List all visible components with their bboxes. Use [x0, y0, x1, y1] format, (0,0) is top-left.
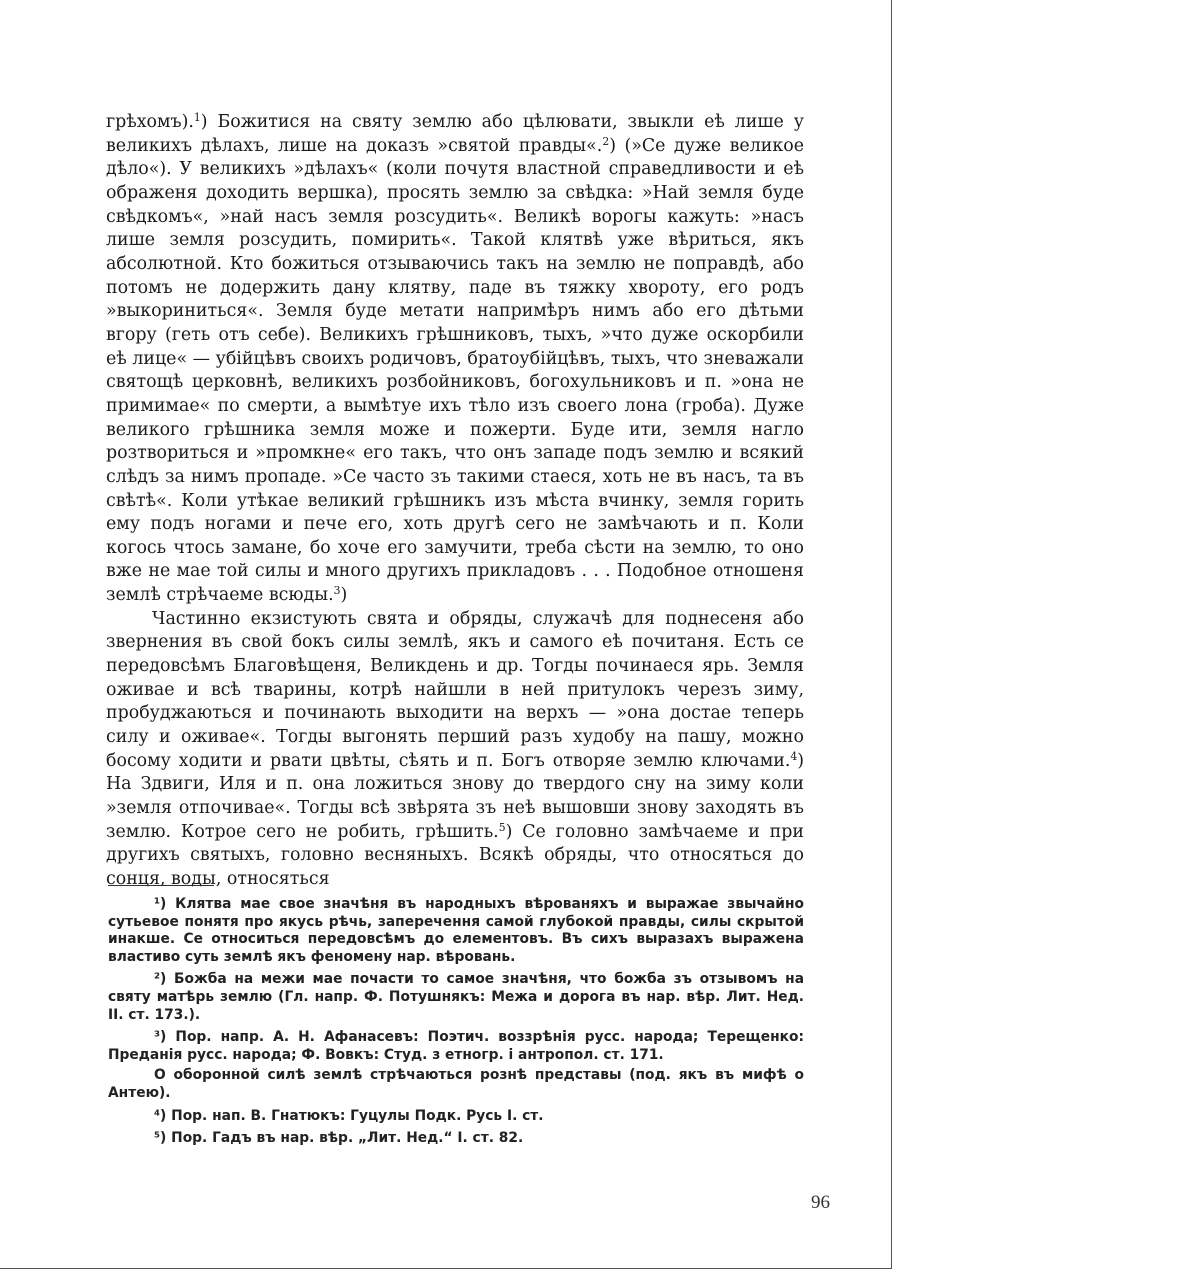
- page-number: 96: [811, 1192, 830, 1213]
- footnote-item: ³) Пор. напр. А. Н. Афанасевъ: Поэтич. воззрѣнія русс. народа; Терещенко: Преданія русс. народа; Ф. Вовкъ: Студ. з етногр. і антропол. ст. 171.: [108, 1029, 804, 1063]
- footnote-reference: 5: [498, 820, 506, 834]
- footnotes: [108, 896, 804, 1153]
- body-text-run: ): [340, 585, 348, 606]
- footnote-item: ¹) Клятва мае свое значѣня въ народныхъ вѣрованяхъ и выражае звычайно сутьевое понятя про якусь рѣчь, заперечення самой глубокой правды, силы скрытой инакше. Се относиться передовсѣмъ до елементовъ. Въ сихъ выразахъ выражена властиво суть землѣ якъ феномену нар. вѣровань.: [108, 896, 804, 965]
- body-text-run: ) (»Се дуже великое дѣло«). У великихъ »дѣлахъ« (коли почутя властной справедливости и еѣ ображеня доходить вершка), просять землю за свѣдка: »Най земля буде свѣдкомъ«, »най насъ земля розсудить«. Великѣ ворогы кажуть: »насъ лише земля розсудить, помирить«. Такой клятвѣ уже вѣриться, якъ абсолютной. Кто божиться отзываючись такъ на землю не поправдѣ, або потомъ не додержить дану клятву, паде въ тяжку хвороту, его родъ »выкориниться«. Земля буде метати напримѣръ нимъ або его дѣтьми вгору (геть отъ себе). Великихъ грѣшниковъ, тыхъ, »что дуже оскорбили еѣ лице« — убійцѣвъ своихъ родичовъ, братоубійцѣвъ, тыхъ, что зневажали святощѣ церковнѣ, великихъ розбойниковъ, богохульниковъ и п. »она не примимае« по смерти, а вымѣтуе ихъ тѣло изъ своего лона (гроба). Дуже великого грѣшника земля може и пожерти. Буде ити, земля нагло розтвориться и »промкне« его такъ, что онъ западе подъ землю и всякий слѣдъ за нимъ пропаде. »Се часто зъ такими стаеся, хоть не въ насъ, та въ свѣтѣ«. Коли утѣкае великий грѣшникъ изъ мѣста вчинку, земля горить ему подъ ногами и пече его, хоть другѣ сего не замѣчають и п. Коли когось чтось замане, бо хоче его замучити, треба сѣсти на землю, то оно вже не мае той силы и много другихъ прикладовъ . . . Подобное отношеня землѣ стрѣчаеме всюды.: [106, 135, 804, 606]
- body-text-run: ) Божитися на святу землю або цѣлювати, звыкли еѣ лише у великихъ дѣлахъ, лише на доказъ »святой правды«.: [106, 112, 804, 156]
- body-text-run: ) На Здвиги, Иля и п. она ложиться знову до твердого сну на зиму коли »земля отпочивае«. Тогды всѣ звѣрята зъ неѣ вышовши знову заходять въ землю. Котрое сего не робить, грѣшить.: [106, 750, 804, 842]
- body-text-run: Частинно екзистують свята и обряды, служачѣ для поднесеня або звернения въ свой бокъ силы землѣ, якъ и самого еѣ почитаня. Есть се передовсѣмъ Благовѣщеня, Великдень и др. Тогды починаеся ярь. Земля оживае и всѣ тварины, котрѣ найшли в ней притулокъ черезъ зиму, пробуджаються и починають выходити на верхъ — »она достае теперь силу и оживае«. Тогды выгонять перший разъ худобу на пашу, можно босому ходити и рвати цвѣты, сѣять и п. Богъ отворяе землю ключами.: [106, 608, 804, 771]
- footnote-reference: 1: [193, 111, 201, 125]
- body-paragraph: [106, 111, 804, 608]
- footnote-reference: 2: [602, 134, 610, 148]
- body-text-run: ) Се головно замѣчаеме и при другихъ святыхъ, головно весняныхъ. Всякѣ обряды, что относяться до сонця, воды, относяться: [106, 821, 804, 889]
- footnote-item: ⁴) Пор. нап. В. Гнатюкъ: Гуцулы Подк. Русь I. ст.: [154, 1107, 544, 1124]
- footnote-item: О оборонной силѣ землѣ стрѣчаються рознѣ представы (под. якъ въ мифѣ о Антею).: [108, 1067, 804, 1101]
- footnote-item: ²) Божба на межи мае почасти то самое значѣня, что божба зъ отзывомъ на святу матѣрь землю (Гл. напр. Ф. Потушнякъ: Межа и дорога въ нар. вѣр. Лит. Нед. II. ст. 173.).: [108, 971, 804, 1023]
- footnote-divider: [108, 885, 214, 886]
- footnote-reference: 4: [790, 749, 798, 763]
- footnote-item: ⁵) Пор. Гадъ въ нар. вѣр. „Лит. Нед.“ I. ст. 82.: [154, 1130, 524, 1147]
- body-text: [106, 111, 804, 892]
- body-text-run: грѣхомъ).: [106, 112, 194, 132]
- footnote-reference: 3: [333, 584, 341, 598]
- body-paragraph: [106, 608, 804, 892]
